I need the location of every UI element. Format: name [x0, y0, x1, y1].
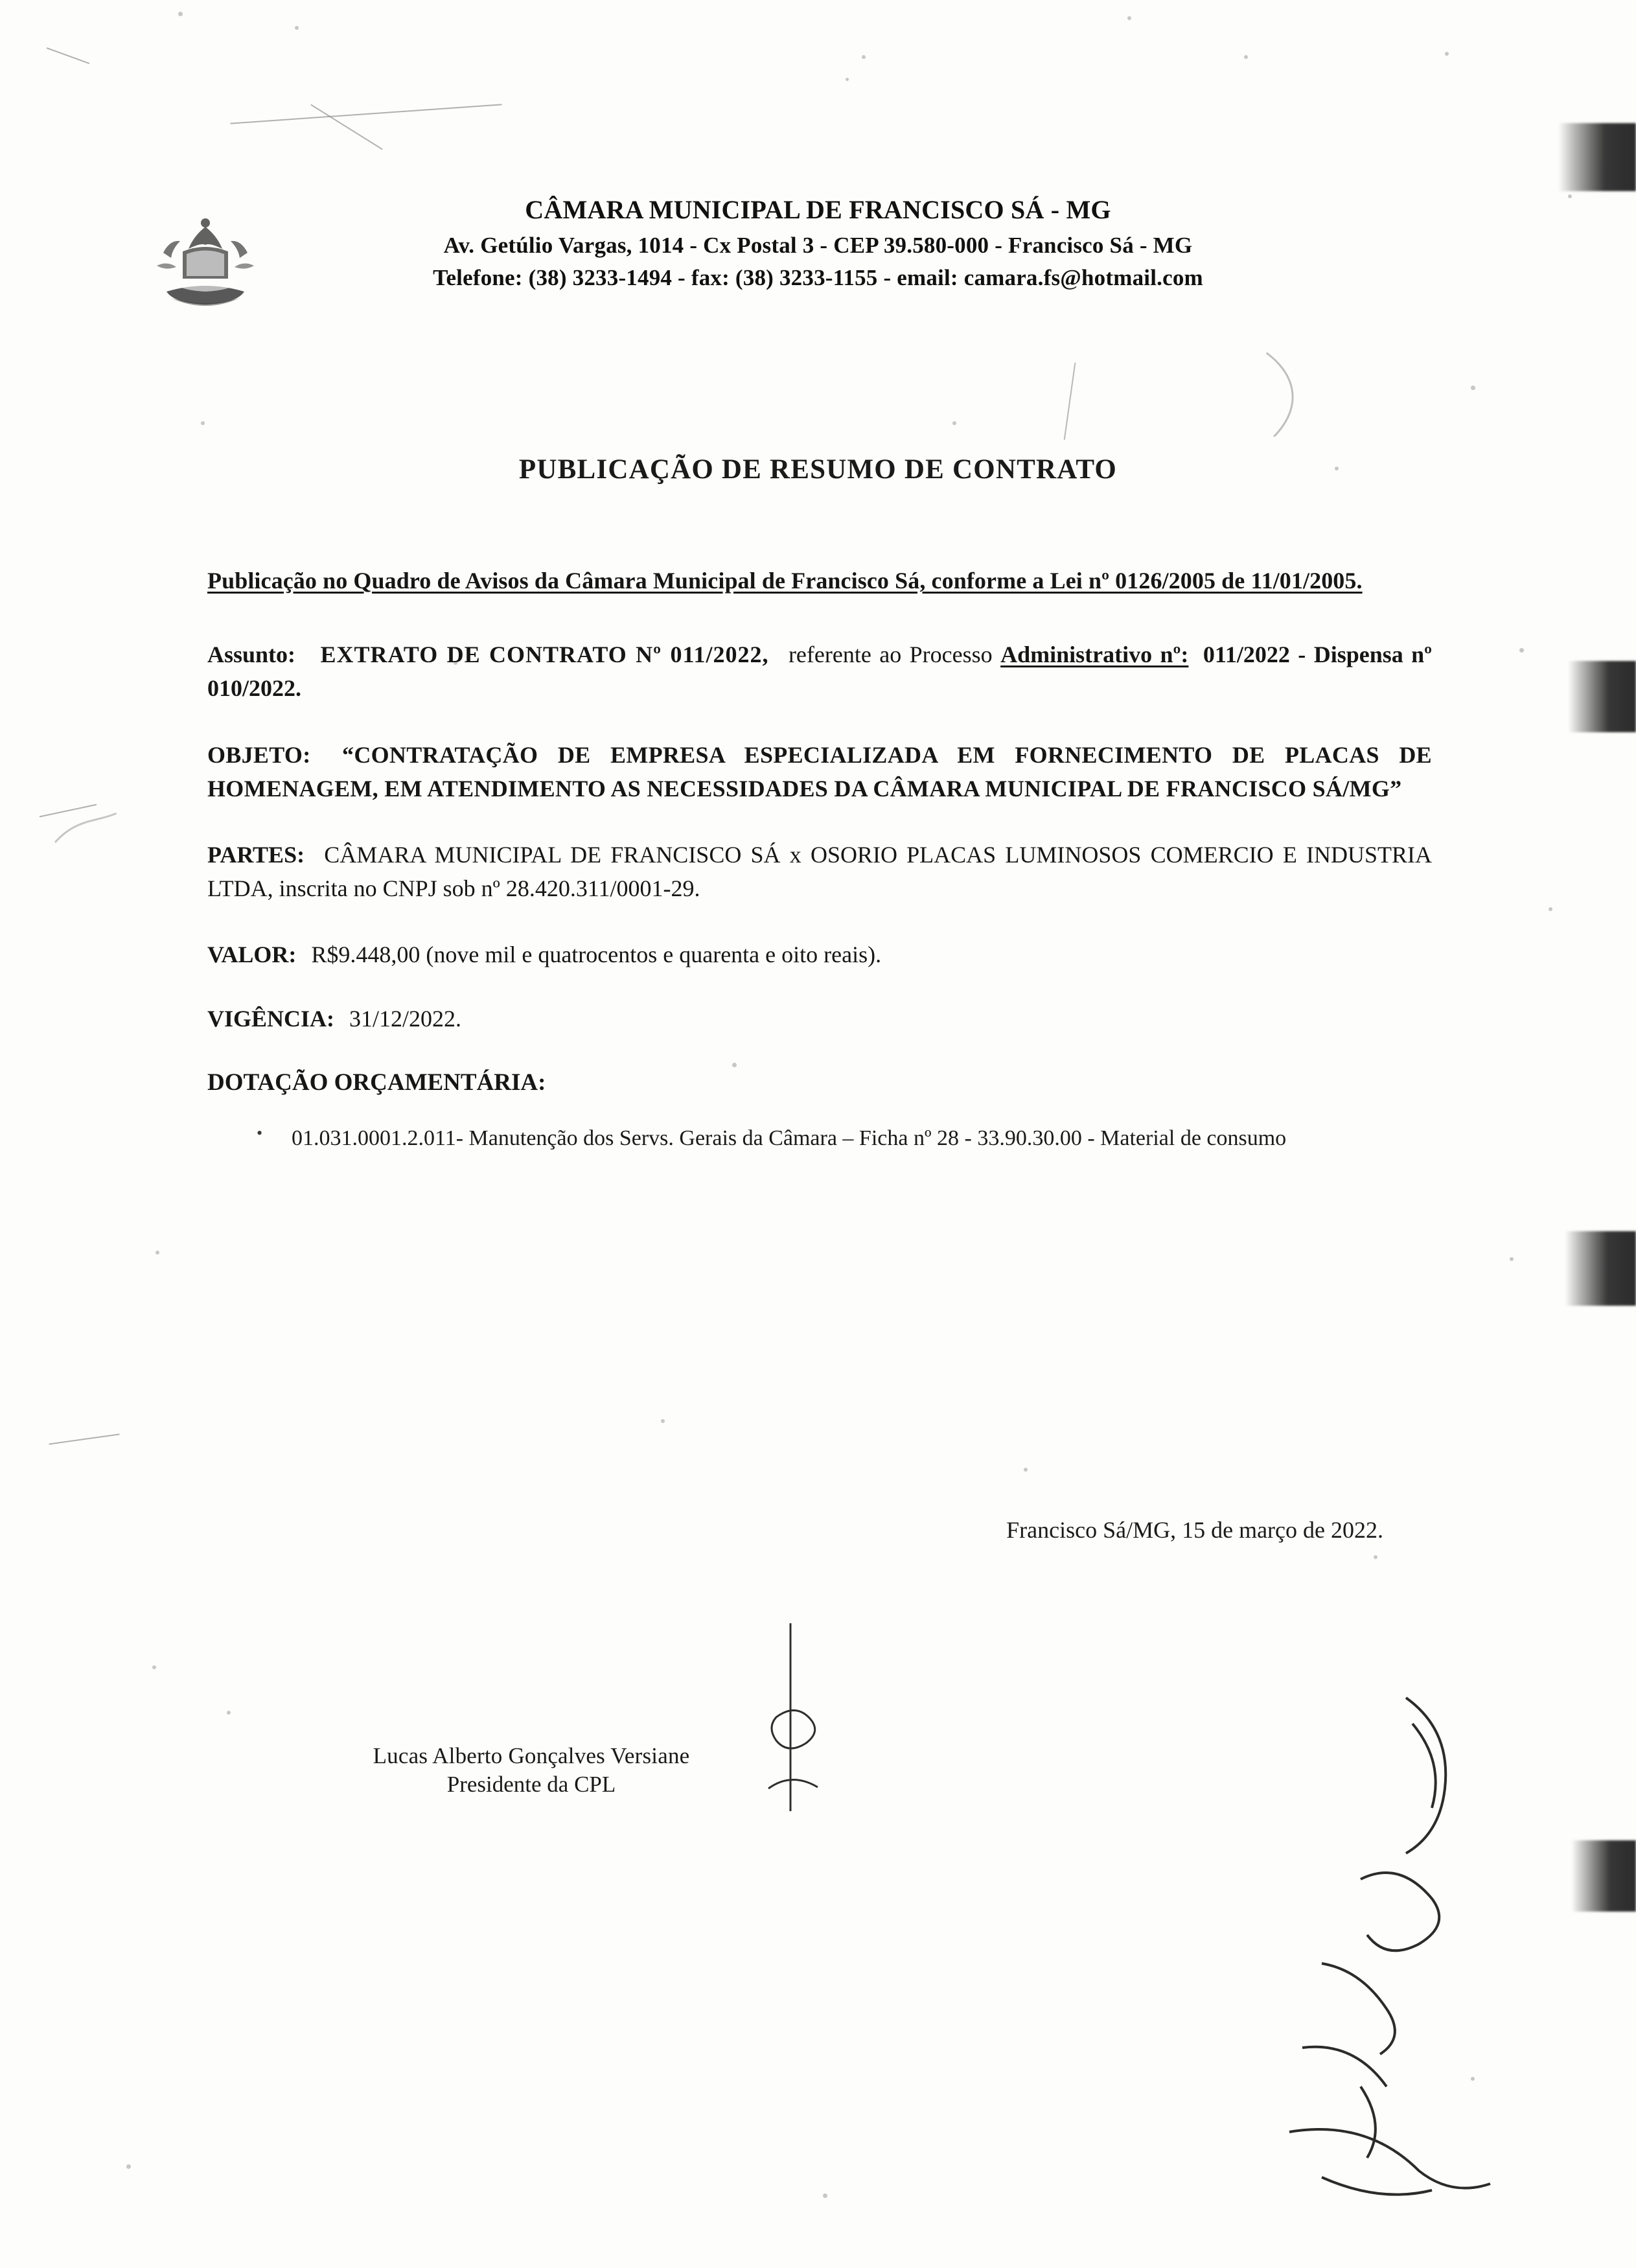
scan-speck — [1519, 648, 1524, 653]
scan-speck — [1445, 52, 1449, 56]
institution-address: Av. Getúlio Vargas, 1014 - Cx Postal 3 - CEP 39.580-000 - Francisco Sá - MG — [443, 233, 1193, 258]
section-objeto — [207, 738, 1432, 805]
scan-stroke — [49, 1433, 119, 1444]
scan-speck — [952, 421, 956, 425]
scan-speck — [846, 78, 849, 81]
city-date: Francisco Sá/MG, 15 de março de 2022. — [1006, 1517, 1383, 1543]
scan-edge-mark — [1558, 123, 1636, 191]
scan-speck — [1471, 2077, 1475, 2081]
section-valor — [207, 938, 1432, 971]
scan-speck — [178, 12, 183, 16]
scan-speck — [295, 26, 299, 30]
scan-edge-mark — [1571, 1840, 1636, 1912]
scan-speck — [1549, 907, 1552, 911]
institution-name: CÂMARA MUNICIPAL DE FRANCISCO SÁ - MG — [525, 195, 1111, 224]
dotacao-label: DOTAÇÃO ORÇAMENTÁRIA: — [207, 1069, 546, 1096]
scan-stroke — [230, 104, 501, 124]
scan-stroke — [1064, 363, 1084, 441]
scan-speck — [862, 55, 866, 59]
scan-speck — [1127, 16, 1131, 20]
scan-speck — [823, 2193, 827, 2198]
scan-speck — [1510, 1257, 1514, 1261]
section-partes — [207, 838, 1432, 905]
dotacao-list — [292, 1122, 1432, 1155]
scan-curl — [52, 804, 130, 881]
scan-speck — [1244, 55, 1248, 59]
scan-stroke — [47, 47, 89, 64]
assunto-text-2: Administrativo nº: — [1000, 642, 1189, 668]
section-vigencia — [207, 1002, 1432, 1036]
vigencia-text: 31/12/2022. — [349, 1005, 462, 1032]
scan-speck — [126, 2164, 131, 2169]
scan-stroke — [310, 104, 382, 150]
signer-name: Lucas Alberto Gonçalves Versiane — [373, 1743, 690, 1768]
scan-speck — [1471, 386, 1475, 390]
scan-speck — [227, 1711, 231, 1715]
valor-label: VALOR: — [207, 942, 297, 968]
partes-label: PARTES: — [207, 841, 305, 868]
valor-text: R$9.448,00 (nove mil e quatrocentos e quarenta e oito reais). — [311, 942, 882, 968]
objeto-text: “CONTRATAÇÃO DE EMPRESA ESPECIALIZADA EM FORNECIMENTO DE PLACAS DE HOMENAGEM, EM ATENDIMENTO AS NECESSIDADES DA CÂMARA MUNICIPAL DE FRANCISCO SÁ/MG” — [207, 741, 1432, 802]
scan-speck — [661, 1419, 665, 1423]
institution-contact: Telefone: (38) 3233-1494 - fax: (38) 3233-1155 - email: camara.fs@hotmail.com — [433, 265, 1203, 290]
handwritten-signature-secondary — [1283, 1685, 1542, 2229]
scan-speck — [152, 1665, 156, 1669]
publication-note: Publicação no Quadro de Avisos da Câmara Municipal de Francisco Sá, conforme a Lei nº 0126/2005 de 11/01/2005. — [207, 568, 1363, 594]
partes-text: CÂMARA MUNICIPAL DE FRANCISCO SÁ x OSORIO PLACAS LUMINOSOS COMERCIO E INDUSTRIA LTDA, inscrita no CNPJ sob nº 28.420.311/0001-29. — [207, 841, 1432, 902]
assunto-label: Assunto: — [207, 642, 296, 668]
scan-edge-mark — [1565, 1231, 1636, 1306]
letterhead — [0, 194, 1636, 291]
list-item: • 01.031.0001.2.011- Manutenção dos Servs. Gerais da Câmara – Ficha nº 28 - 33.90.30.00 - Material de consumo — [292, 1122, 1432, 1155]
assunto-emphasis: EXTRATO DE CONTRATO Nº 011/2022, — [320, 642, 769, 668]
assunto-text-3: 011/2022 - Dispensa nº 010/2022. — [207, 642, 1433, 702]
vigencia-label: VIGÊNCIA: — [207, 1005, 335, 1032]
scan-speck — [156, 1251, 159, 1255]
scan-curl — [1250, 343, 1328, 441]
assunto-text-1: referente ao Processo — [788, 642, 993, 668]
signer-role: Presidente da CPL — [446, 1772, 616, 1797]
section-assunto — [207, 638, 1432, 705]
scan-speck — [1024, 1468, 1028, 1472]
objeto-label: OBJETO: — [207, 741, 311, 768]
scan-speck — [1374, 1555, 1377, 1559]
document-body — [207, 564, 1432, 1155]
page-title: PUBLICAÇÃO DE RESUMO DE CONTRATO — [518, 454, 1118, 485]
signature-block — [0, 1743, 1063, 1798]
scan-speck — [201, 421, 205, 425]
scan-edge-mark — [1568, 661, 1636, 732]
